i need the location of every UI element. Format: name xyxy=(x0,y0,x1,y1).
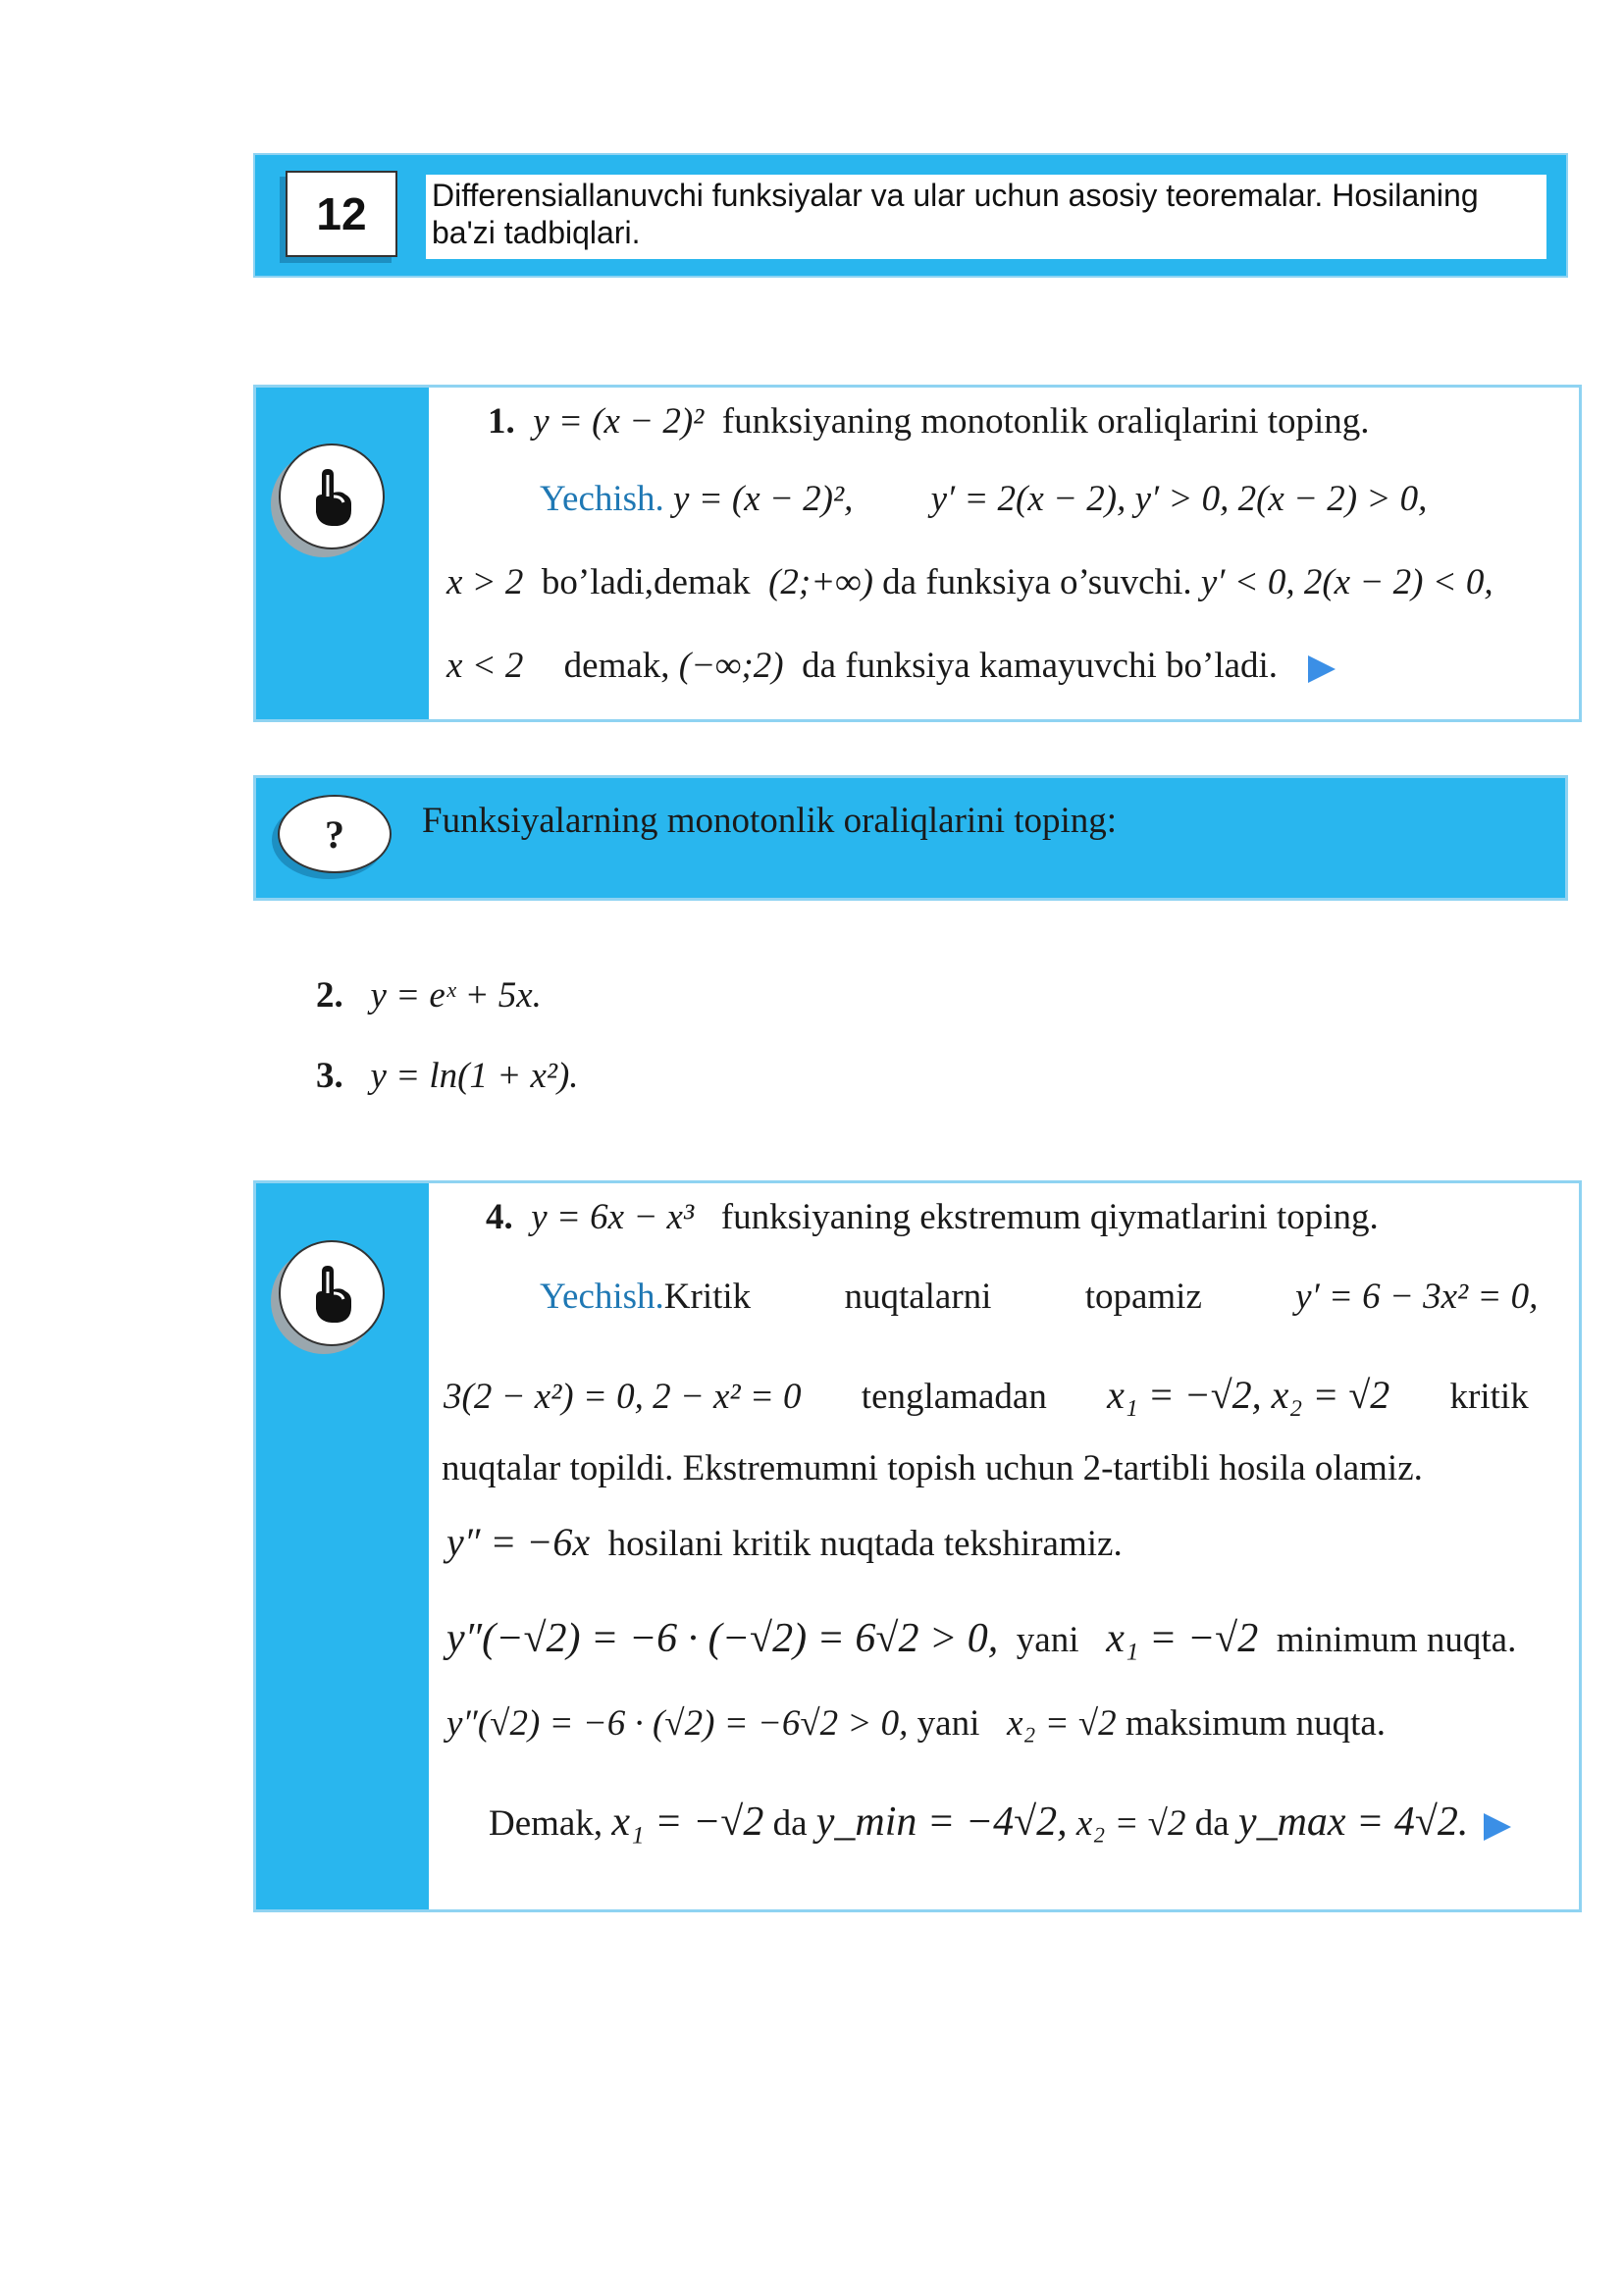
example-number: 4. xyxy=(486,1197,513,1237)
math-expression: y′ < 0, 2(x − 2) < 0, xyxy=(1200,562,1493,602)
math-expression: y = (x − 2)² xyxy=(533,401,705,442)
task-text: Funksiyalarning monotonlik oraliqlarini toping: xyxy=(422,801,1118,841)
question-icon xyxy=(278,795,392,873)
problem-text: funksiyaning monotonlik oraliqlarini toping. xyxy=(721,401,1370,442)
body-text: bo’ladi,demak xyxy=(541,562,751,602)
body-text: da funksiya kamayuvchi bo’ladi. xyxy=(802,646,1279,686)
math-expression: y_max = 4√2. xyxy=(1237,1799,1469,1845)
end-of-example-icon xyxy=(1308,655,1336,683)
math-expression: y′ = 2(x − 2), y′ > 0, 2(x − 2) > 0, xyxy=(930,479,1428,519)
math-expression: y = eˣ + 5x. xyxy=(370,975,542,1016)
body-text: demak, xyxy=(563,646,670,686)
solution-label: Yechish. xyxy=(540,479,664,519)
body-text: da funksiya o’suvchi. xyxy=(882,562,1192,602)
example4-line2 xyxy=(540,1276,1538,1319)
body-text: minimum nuqta. xyxy=(1276,1620,1517,1660)
example1-line1 xyxy=(488,400,1370,443)
math-expression: y = ln(1 + x²). xyxy=(370,1056,579,1096)
math-expression: x₁ = −√2 xyxy=(1106,1616,1259,1661)
example4-line3 xyxy=(444,1374,1529,1419)
math-expression: y = (x − 2)², xyxy=(673,479,854,519)
problem-text: funksiyaning ekstremum qiymatlarini toping. xyxy=(720,1197,1379,1237)
math-expression: y = 6x − x³ xyxy=(531,1197,695,1237)
end-of-example-icon xyxy=(1484,1813,1511,1841)
example4-line6 xyxy=(446,1617,1516,1662)
body-text: yani xyxy=(917,1703,980,1744)
example1-line3 xyxy=(446,561,1493,604)
body-text: topamiz xyxy=(1084,1277,1202,1317)
body-text: maksimum nuqta. xyxy=(1125,1703,1387,1744)
body-text: Demak, xyxy=(489,1803,603,1844)
example4-line4: nuqtalar topildi. Ekstremumni topish uchun 2-tartibli hosila olamiz. xyxy=(442,1448,1423,1488)
pointing-hand-glyph xyxy=(304,465,359,528)
math-expression: y″ = −6x xyxy=(446,1520,591,1564)
math-expression: x₂ = √2 xyxy=(1075,1803,1186,1844)
math-expression: y″(−√2) = −6 · (−√2) = 6√2 > 0, xyxy=(446,1616,999,1661)
pointing-hand-icon xyxy=(279,443,385,549)
math-expression: (−∞;2) xyxy=(678,646,784,686)
math-expression: 3(2 − x²) = 0, 2 − x² = 0 xyxy=(444,1377,802,1417)
exercise-item xyxy=(316,1055,579,1098)
example-number: 1. xyxy=(488,401,515,442)
solution-label: Yechish. xyxy=(540,1277,664,1317)
body-text: Kritik xyxy=(663,1277,752,1317)
exercise-number: 3. xyxy=(316,1056,343,1096)
pointing-hand-glyph xyxy=(304,1262,359,1325)
body-text: da xyxy=(772,1803,808,1844)
exercise-number: 2. xyxy=(316,975,343,1016)
exercise-item xyxy=(316,974,542,1017)
example1-line4 xyxy=(446,645,1336,688)
math-expression: x₁ = −√2, x₂ = √2 xyxy=(1107,1373,1390,1417)
body-text: hosilani kritik nuqtada tekshiramiz. xyxy=(607,1524,1123,1564)
math-expression: x₂ = √2 xyxy=(1007,1703,1117,1744)
pointing-hand-icon xyxy=(279,1240,385,1346)
example4-line8 xyxy=(489,1800,1511,1846)
chapter-number: 12 xyxy=(286,171,397,257)
body-text: kritik xyxy=(1449,1377,1529,1417)
body-text: yani xyxy=(1016,1620,1079,1660)
body-text: nuqtalarni xyxy=(844,1277,992,1317)
question-mark: ? xyxy=(325,811,344,857)
math-expression: (2;+∞) xyxy=(768,562,873,602)
math-expression: x < 2 xyxy=(446,646,524,686)
example4-line1 xyxy=(486,1196,1379,1239)
math-expression: y″(√2) = −6 · (√2) = −6√2 > 0, xyxy=(446,1703,909,1744)
math-expression: x₁ = −√2 xyxy=(611,1799,764,1845)
math-expression: x > 2 xyxy=(446,562,524,602)
body-text: tenglamadan xyxy=(861,1377,1047,1417)
example1-line2 xyxy=(540,478,1427,521)
body-text: da xyxy=(1194,1803,1230,1844)
math-expression: y_min = −4√2, xyxy=(815,1799,1068,1845)
chapter-title: Differensiallanuvchi funksiyalar va ular uchun asosiy teoremalar. Hosilaning ba'zi tadbiqlari. xyxy=(426,175,1546,259)
example4-line5 xyxy=(446,1521,1123,1566)
example4-line7 xyxy=(446,1702,1386,1746)
math-expression: y′ = 6 − 3x² = 0, xyxy=(1295,1277,1539,1317)
